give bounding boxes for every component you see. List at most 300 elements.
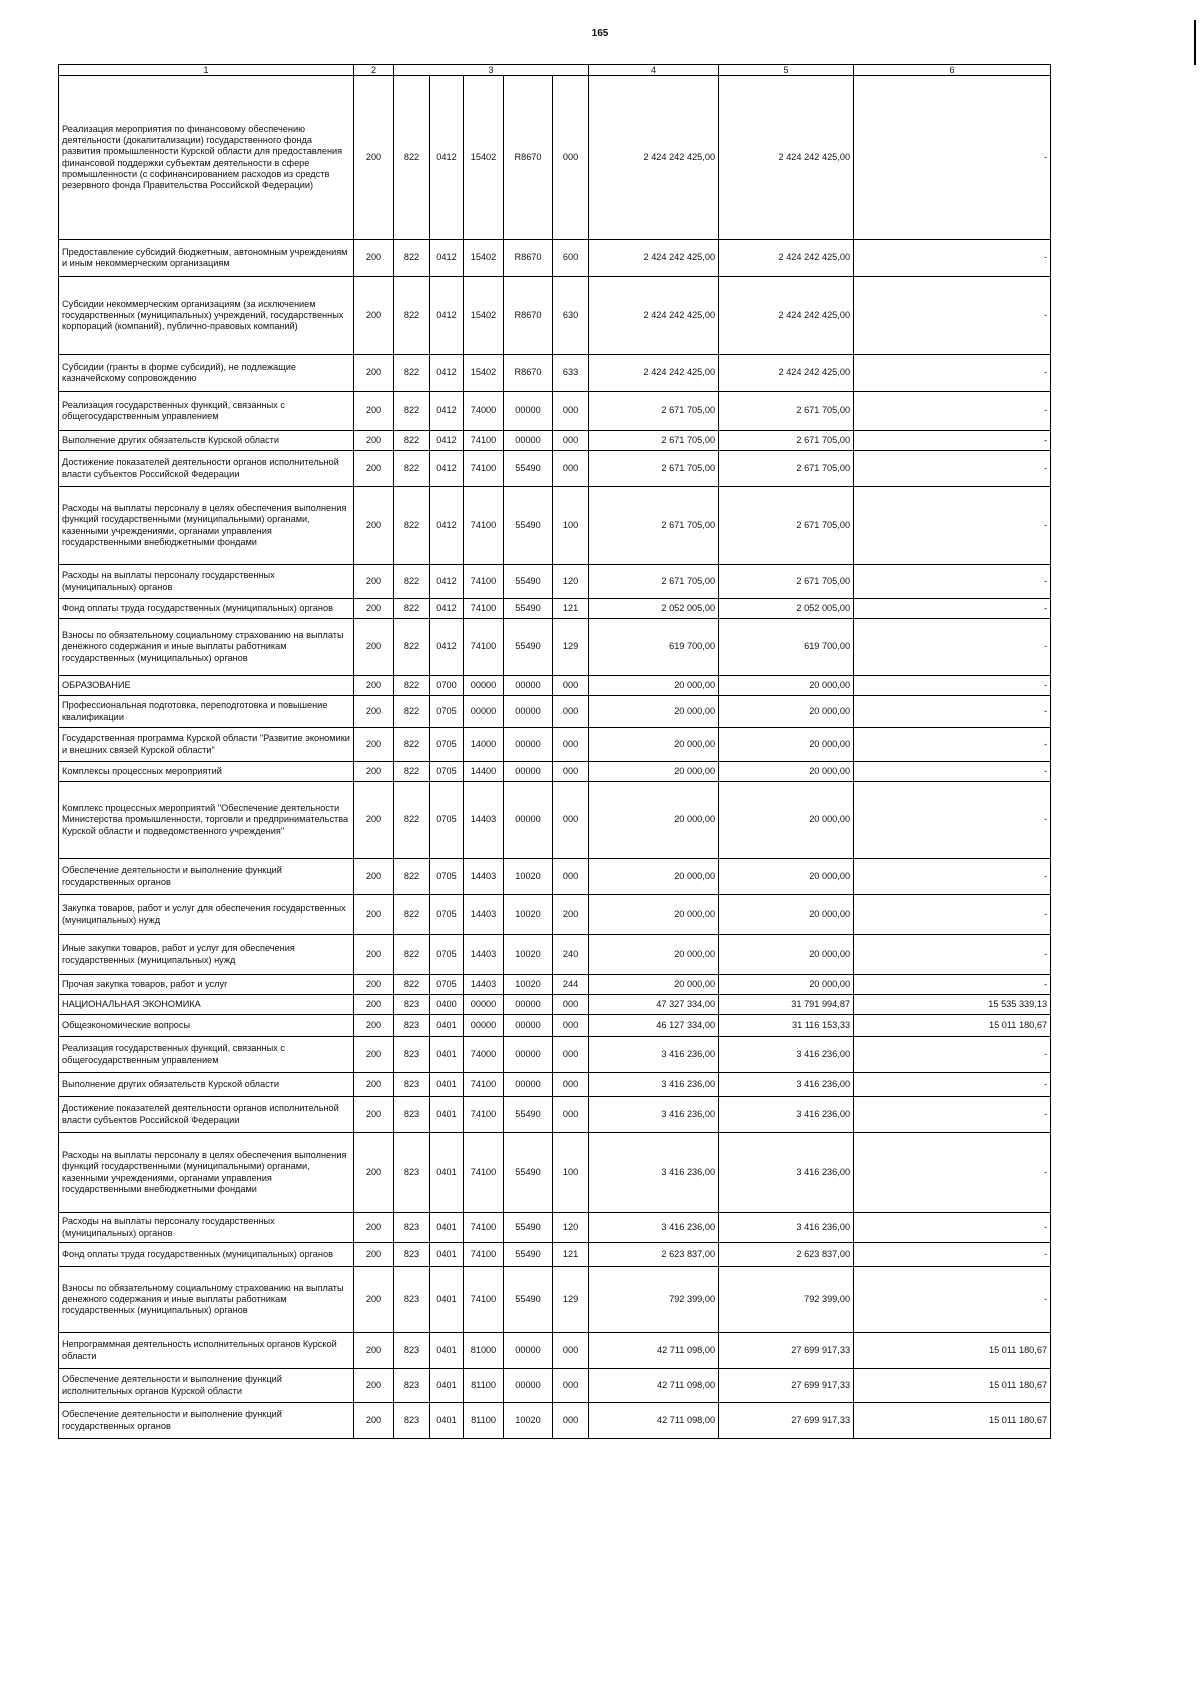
table-row — [59, 1333, 1051, 1369]
row-code-ministry: 823 — [394, 1243, 430, 1267]
row-code-direction: R8670 — [504, 240, 553, 277]
row-amount-col-4: 792 399,00 — [589, 1267, 719, 1333]
row-col-2: 200 — [354, 1097, 394, 1133]
row-amount-col-6: 15 011 180,67 — [854, 1369, 1051, 1403]
row-code-direction: 55490 — [504, 565, 553, 599]
row-code-section: 0705 — [430, 935, 464, 975]
row-amount-col-6: - — [854, 676, 1051, 696]
row-col-2: 200 — [354, 676, 394, 696]
row-code-section: 0705 — [430, 895, 464, 935]
row-amount-col-5: 3 416 236,00 — [719, 1097, 854, 1133]
row-code-direction: 00000 — [504, 1015, 553, 1037]
row-code-ministry: 822 — [394, 277, 430, 355]
row-code-type: 600 — [553, 240, 589, 277]
row-code-ministry: 822 — [394, 76, 430, 240]
row-amount-col-6: - — [854, 696, 1051, 728]
row-amount-col-4: 2 424 242 425,00 — [589, 76, 719, 240]
row-amount-col-5: 3 416 236,00 — [719, 1037, 854, 1073]
row-amount-col-6: - — [854, 431, 1051, 451]
row-amount-col-6: - — [854, 487, 1051, 565]
row-code-direction: 00000 — [504, 431, 553, 451]
row-code-section: 0705 — [430, 859, 464, 895]
row-code-program: 14403 — [464, 782, 504, 859]
table-row — [59, 1403, 1051, 1439]
row-code-type: 630 — [553, 277, 589, 355]
row-amount-col-4: 3 416 236,00 — [589, 1073, 719, 1097]
row-amount-col-5: 2 052 005,00 — [719, 599, 854, 619]
page-number: 165 — [591, 28, 609, 39]
row-code-direction: 55490 — [504, 619, 553, 676]
row-amount-col-6: - — [854, 1267, 1051, 1333]
row-code-program: 74100 — [464, 1267, 504, 1333]
row-amount-col-6: - — [854, 895, 1051, 935]
row-code-section: 0401 — [430, 1097, 464, 1133]
row-name: Обеспечение деятельности и выполнение функций государственных органов — [59, 859, 354, 895]
row-code-section: 0705 — [430, 762, 464, 782]
row-code-direction: 00000 — [504, 392, 553, 431]
row-amount-col-5: 20 000,00 — [719, 696, 854, 728]
row-name: Обеспечение деятельности и выполнение функций государственных органов — [59, 1403, 354, 1439]
row-code-section: 0401 — [430, 1369, 464, 1403]
row-code-type: 000 — [553, 431, 589, 451]
row-code-ministry: 822 — [394, 859, 430, 895]
row-amount-col-4: 20 000,00 — [589, 728, 719, 762]
row-code-section: 0412 — [430, 431, 464, 451]
row-code-ministry: 822 — [394, 762, 430, 782]
row-amount-col-5: 20 000,00 — [719, 676, 854, 696]
row-code-type: 000 — [553, 762, 589, 782]
row-amount-col-5: 31 116 153,33 — [719, 1015, 854, 1037]
row-code-section: 0705 — [430, 975, 464, 995]
row-code-direction: 55490 — [504, 1267, 553, 1333]
row-code-program: 74100 — [464, 619, 504, 676]
row-col-2: 200 — [354, 975, 394, 995]
row-code-section: 0401 — [430, 1037, 464, 1073]
row-code-direction: 55490 — [504, 1133, 553, 1213]
table-row — [59, 895, 1051, 935]
row-amount-col-4: 2 671 705,00 — [589, 487, 719, 565]
row-amount-col-6: 15 011 180,67 — [854, 1015, 1051, 1037]
row-code-direction: 55490 — [504, 599, 553, 619]
row-code-section: 0412 — [430, 599, 464, 619]
row-code-ministry: 822 — [394, 392, 430, 431]
row-col-2: 200 — [354, 240, 394, 277]
header-col-3: 3 — [394, 65, 589, 76]
row-amount-col-6: - — [854, 240, 1051, 277]
row-name: Взносы по обязательному социальному страхованию на выплаты денежного содержания и иные выплаты работникам государственных (муниципальных) органов — [59, 1267, 354, 1333]
row-code-ministry: 822 — [394, 619, 430, 676]
row-code-program: 74100 — [464, 1097, 504, 1133]
row-col-2: 200 — [354, 565, 394, 599]
row-col-2: 200 — [354, 599, 394, 619]
row-col-2: 200 — [354, 355, 394, 392]
row-name: Реализация государственных функций, связанных с общегосударственным управлением — [59, 1037, 354, 1073]
row-code-program: 74100 — [464, 487, 504, 565]
row-code-type: 000 — [553, 1015, 589, 1037]
row-name: Профессиональная подготовка, переподготовка и повышение квалификации — [59, 696, 354, 728]
row-code-direction: 10020 — [504, 859, 553, 895]
row-code-ministry: 822 — [394, 728, 430, 762]
row-code-program: 00000 — [464, 696, 504, 728]
row-amount-col-6: - — [854, 1037, 1051, 1073]
row-code-section: 0700 — [430, 676, 464, 696]
row-code-ministry: 822 — [394, 240, 430, 277]
table-row — [59, 935, 1051, 975]
row-col-2: 200 — [354, 859, 394, 895]
row-code-direction: 00000 — [504, 782, 553, 859]
row-code-type: 000 — [553, 782, 589, 859]
table-row — [59, 1133, 1051, 1213]
table-row — [59, 975, 1051, 995]
header-col-6: 6 — [854, 65, 1051, 76]
row-amount-col-4: 2 671 705,00 — [589, 451, 719, 487]
row-code-type: 000 — [553, 728, 589, 762]
row-col-2: 200 — [354, 1133, 394, 1213]
row-col-2: 200 — [354, 1403, 394, 1439]
row-code-ministry: 822 — [394, 355, 430, 392]
row-amount-col-4: 2 671 705,00 — [589, 565, 719, 599]
row-code-direction: R8670 — [504, 277, 553, 355]
row-col-2: 200 — [354, 1369, 394, 1403]
row-code-ministry: 822 — [394, 599, 430, 619]
row-col-2: 200 — [354, 1073, 394, 1097]
row-code-direction: 10020 — [504, 935, 553, 975]
table-row — [59, 1097, 1051, 1133]
row-code-type: 000 — [553, 1403, 589, 1439]
row-amount-col-4: 47 327 334,00 — [589, 995, 719, 1015]
row-name: Непрограммная деятельность исполнительных органов Курской области — [59, 1333, 354, 1369]
row-code-ministry: 823 — [394, 1369, 430, 1403]
row-code-section: 0401 — [430, 1403, 464, 1439]
row-name: Государственная программа Курской области "Развитие экономики и внешних связей Курской области" — [59, 728, 354, 762]
row-amount-col-6: - — [854, 762, 1051, 782]
row-name: Реализация мероприятия по финансовому обеспечению деятельности (докапитализации) государственного фонда развития промышленности Курской области для предоставления финансовой поддержки субъектам деятельности в сфере промышленности (с софинансированием расходов из средств резервного фонда Правительства Российской Федерации) — [59, 76, 354, 240]
row-code-direction: 10020 — [504, 895, 553, 935]
row-name: Обеспечение деятельности и выполнение функций исполнительных органов Курской области — [59, 1369, 354, 1403]
row-amount-col-4: 3 416 236,00 — [589, 1133, 719, 1213]
table-row — [59, 995, 1051, 1015]
row-code-program: 00000 — [464, 1015, 504, 1037]
table-row — [59, 1267, 1051, 1333]
row-code-type: 000 — [553, 451, 589, 487]
row-col-2: 200 — [354, 76, 394, 240]
row-amount-col-4: 42 711 098,00 — [589, 1333, 719, 1369]
row-amount-col-6: - — [854, 1213, 1051, 1243]
table-row — [59, 1243, 1051, 1267]
row-code-type: 633 — [553, 355, 589, 392]
row-code-program: 14403 — [464, 859, 504, 895]
row-code-program: 00000 — [464, 995, 504, 1015]
row-code-direction: R8670 — [504, 355, 553, 392]
row-amount-col-5: 2 623 837,00 — [719, 1243, 854, 1267]
row-code-ministry: 822 — [394, 431, 430, 451]
row-code-section: 0401 — [430, 1133, 464, 1213]
row-code-ministry: 822 — [394, 975, 430, 995]
row-code-ministry: 822 — [394, 782, 430, 859]
row-col-2: 200 — [354, 1213, 394, 1243]
row-name: Фонд оплаты труда государственных (муниципальных) органов — [59, 1243, 354, 1267]
row-code-program: 81100 — [464, 1403, 504, 1439]
row-code-direction: 10020 — [504, 975, 553, 995]
row-code-type: 000 — [553, 1097, 589, 1133]
row-code-section: 0412 — [430, 565, 464, 599]
row-col-2: 200 — [354, 1037, 394, 1073]
row-code-section: 0412 — [430, 392, 464, 431]
row-amount-col-6: - — [854, 1097, 1051, 1133]
row-amount-col-5: 2 424 242 425,00 — [719, 240, 854, 277]
row-amount-col-4: 20 000,00 — [589, 762, 719, 782]
row-code-section: 0412 — [430, 277, 464, 355]
row-amount-col-6: - — [854, 451, 1051, 487]
row-code-section: 0401 — [430, 1213, 464, 1243]
row-code-program: 15402 — [464, 355, 504, 392]
row-code-direction: 55490 — [504, 1243, 553, 1267]
row-name: Расходы на выплаты персоналу в целях обеспечения выполнения функций государственными (муниципальными) органами, казенными учреждениями, органами управления государственными внебюджетными фондами — [59, 487, 354, 565]
row-amount-col-4: 619 700,00 — [589, 619, 719, 676]
table-row — [59, 392, 1051, 431]
row-code-ministry: 822 — [394, 895, 430, 935]
row-amount-col-5: 2 671 705,00 — [719, 392, 854, 431]
table-row — [59, 619, 1051, 676]
table-row — [59, 1073, 1051, 1097]
row-amount-col-4: 3 416 236,00 — [589, 1213, 719, 1243]
table-row — [59, 565, 1051, 599]
row-amount-col-4: 2 424 242 425,00 — [589, 277, 719, 355]
row-amount-col-4: 20 000,00 — [589, 676, 719, 696]
row-code-direction: 00000 — [504, 728, 553, 762]
row-amount-col-5: 20 000,00 — [719, 895, 854, 935]
row-amount-col-4: 20 000,00 — [589, 782, 719, 859]
table-row — [59, 76, 1051, 240]
row-amount-col-5: 2 671 705,00 — [719, 451, 854, 487]
row-amount-col-4: 20 000,00 — [589, 895, 719, 935]
row-code-program: 00000 — [464, 676, 504, 696]
row-col-2: 200 — [354, 487, 394, 565]
row-code-type: 240 — [553, 935, 589, 975]
row-code-program: 74100 — [464, 1073, 504, 1097]
row-name: Расходы на выплаты персоналу государственных (муниципальных) органов — [59, 1213, 354, 1243]
row-amount-col-5: 31 791 994,87 — [719, 995, 854, 1015]
row-amount-col-6: - — [854, 935, 1051, 975]
header-col-4: 4 — [589, 65, 719, 76]
table-row — [59, 728, 1051, 762]
row-code-section: 0401 — [430, 1243, 464, 1267]
row-code-ministry: 822 — [394, 451, 430, 487]
row-name: НАЦИОНАЛЬНАЯ ЭКОНОМИКА — [59, 995, 354, 1015]
header-col-1: 1 — [59, 65, 354, 76]
row-code-section: 0705 — [430, 728, 464, 762]
row-amount-col-6: - — [854, 1133, 1051, 1213]
row-name: Комплекс процессных мероприятий "Обеспечение деятельности Министерства промышленности, торговли и предпринимательства Курской области и подведомственного учреждения" — [59, 782, 354, 859]
row-name: Субсидии (гранты в форме субсидий), не подлежащие казначейскому сопровождению — [59, 355, 354, 392]
row-amount-col-4: 42 711 098,00 — [589, 1403, 719, 1439]
row-amount-col-5: 2 424 242 425,00 — [719, 355, 854, 392]
row-code-direction: 55490 — [504, 1213, 553, 1243]
row-amount-col-6: - — [854, 1073, 1051, 1097]
row-name: Иные закупки товаров, работ и услуг для обеспечения государственных (муниципальных) нужд — [59, 935, 354, 975]
row-code-direction: 00000 — [504, 1369, 553, 1403]
row-amount-col-4: 2 671 705,00 — [589, 431, 719, 451]
row-code-ministry: 823 — [394, 1333, 430, 1369]
row-code-section: 0401 — [430, 1267, 464, 1333]
row-code-section: 0412 — [430, 355, 464, 392]
row-code-program: 15402 — [464, 277, 504, 355]
row-amount-col-4: 20 000,00 — [589, 935, 719, 975]
row-col-2: 200 — [354, 451, 394, 487]
row-amount-col-6: - — [854, 619, 1051, 676]
row-code-ministry: 822 — [394, 696, 430, 728]
table-row — [59, 859, 1051, 895]
row-code-direction: 00000 — [504, 1037, 553, 1073]
row-amount-col-5: 20 000,00 — [719, 782, 854, 859]
row-amount-col-4: 20 000,00 — [589, 859, 719, 895]
row-code-direction: 55490 — [504, 487, 553, 565]
row-code-ministry: 823 — [394, 1267, 430, 1333]
row-amount-col-6: - — [854, 277, 1051, 355]
table-row — [59, 1037, 1051, 1073]
row-name: Достижение показателей деятельности органов исполнительной власти субъектов Российской Федерации — [59, 1097, 354, 1133]
row-code-section: 0400 — [430, 995, 464, 1015]
row-code-type: 000 — [553, 1037, 589, 1073]
row-code-program: 14000 — [464, 728, 504, 762]
row-code-type: 129 — [553, 1267, 589, 1333]
row-code-ministry: 823 — [394, 1403, 430, 1439]
scan-edge-mark — [1194, 20, 1196, 65]
row-code-type: 121 — [553, 599, 589, 619]
row-code-program: 74000 — [464, 1037, 504, 1073]
row-amount-col-5: 3 416 236,00 — [719, 1133, 854, 1213]
row-code-ministry: 823 — [394, 1133, 430, 1213]
row-amount-col-5: 3 416 236,00 — [719, 1073, 854, 1097]
row-amount-col-6: - — [854, 975, 1051, 995]
row-amount-col-5: 27 699 917,33 — [719, 1369, 854, 1403]
row-code-program: 14403 — [464, 975, 504, 995]
row-amount-col-5: 27 699 917,33 — [719, 1333, 854, 1369]
row-col-2: 200 — [354, 782, 394, 859]
row-code-direction: R8670 — [504, 76, 553, 240]
row-amount-col-5: 20 000,00 — [719, 975, 854, 995]
row-code-section: 0401 — [430, 1073, 464, 1097]
row-code-direction: 00000 — [504, 1333, 553, 1369]
row-amount-col-4: 2 052 005,00 — [589, 599, 719, 619]
row-code-direction: 55490 — [504, 1097, 553, 1133]
row-code-direction: 00000 — [504, 762, 553, 782]
row-amount-col-4: 2 424 242 425,00 — [589, 240, 719, 277]
header-col-2: 2 — [354, 65, 394, 76]
row-name: Расходы на выплаты персоналу государственных (муниципальных) органов — [59, 565, 354, 599]
row-code-ministry: 823 — [394, 995, 430, 1015]
row-amount-col-6: - — [854, 1243, 1051, 1267]
row-amount-col-6: - — [854, 355, 1051, 392]
row-code-type: 000 — [553, 859, 589, 895]
row-code-section: 0401 — [430, 1333, 464, 1369]
row-amount-col-4: 2 424 242 425,00 — [589, 355, 719, 392]
row-code-section: 0412 — [430, 451, 464, 487]
row-amount-col-5: 2 671 705,00 — [719, 487, 854, 565]
row-amount-col-6: - — [854, 392, 1051, 431]
row-amount-col-4: 42 711 098,00 — [589, 1369, 719, 1403]
row-amount-col-6: 15 535 339,13 — [854, 995, 1051, 1015]
row-code-section: 0705 — [430, 696, 464, 728]
row-amount-col-4: 2 671 705,00 — [589, 392, 719, 431]
row-code-type: 000 — [553, 995, 589, 1015]
row-code-direction: 00000 — [504, 676, 553, 696]
row-amount-col-5: 792 399,00 — [719, 1267, 854, 1333]
table-row — [59, 696, 1051, 728]
row-col-2: 200 — [354, 1333, 394, 1369]
row-amount-col-5: 20 000,00 — [719, 935, 854, 975]
row-col-2: 200 — [354, 1015, 394, 1037]
row-code-direction: 00000 — [504, 995, 553, 1015]
row-amount-col-5: 27 699 917,33 — [719, 1403, 854, 1439]
table-row — [59, 431, 1051, 451]
row-code-ministry: 822 — [394, 565, 430, 599]
row-code-ministry: 822 — [394, 487, 430, 565]
table-row — [59, 487, 1051, 565]
row-code-ministry: 823 — [394, 1213, 430, 1243]
row-code-type: 120 — [553, 565, 589, 599]
row-code-type: 120 — [553, 1213, 589, 1243]
table-row — [59, 1369, 1051, 1403]
row-amount-col-4: 46 127 334,00 — [589, 1015, 719, 1037]
row-col-2: 200 — [354, 728, 394, 762]
row-code-program: 74000 — [464, 392, 504, 431]
row-code-program: 15402 — [464, 240, 504, 277]
row-code-program: 81100 — [464, 1369, 504, 1403]
row-code-program: 14403 — [464, 935, 504, 975]
row-col-2: 200 — [354, 1267, 394, 1333]
row-code-program: 74100 — [464, 451, 504, 487]
row-name: Субсидии некоммерческим организациям (за исключением государственных (муниципальных) учреждений, государственных корпораций (компаний), публично-правовых компаний) — [59, 277, 354, 355]
row-code-ministry: 822 — [394, 935, 430, 975]
row-amount-col-6: - — [854, 728, 1051, 762]
budget-table — [58, 64, 1051, 1439]
row-code-ministry: 823 — [394, 1073, 430, 1097]
header-col-5: 5 — [719, 65, 854, 76]
table-row — [59, 240, 1051, 277]
row-name: ОБРАЗОВАНИЕ — [59, 676, 354, 696]
row-code-type: 000 — [553, 76, 589, 240]
row-code-direction: 55490 — [504, 451, 553, 487]
row-col-2: 200 — [354, 895, 394, 935]
row-name: Реализация государственных функций, связанных с общегосударственным управлением — [59, 392, 354, 431]
row-code-program: 14400 — [464, 762, 504, 782]
row-col-2: 200 — [354, 431, 394, 451]
row-amount-col-5: 2 671 705,00 — [719, 431, 854, 451]
table-row — [59, 1015, 1051, 1037]
row-amount-col-6: 15 011 180,67 — [854, 1403, 1051, 1439]
row-amount-col-5: 20 000,00 — [719, 728, 854, 762]
row-name: Комплексы процессных мероприятий — [59, 762, 354, 782]
row-col-2: 200 — [354, 1243, 394, 1267]
row-amount-col-4: 3 416 236,00 — [589, 1097, 719, 1133]
row-name: Выполнение других обязательств Курской области — [59, 1073, 354, 1097]
row-code-type: 000 — [553, 392, 589, 431]
row-col-2: 200 — [354, 277, 394, 355]
table-row — [59, 451, 1051, 487]
row-code-program: 74100 — [464, 565, 504, 599]
row-col-2: 200 — [354, 762, 394, 782]
table-row — [59, 355, 1051, 392]
table-row — [59, 1213, 1051, 1243]
row-amount-col-5: 20 000,00 — [719, 762, 854, 782]
row-amount-col-6: - — [854, 565, 1051, 599]
row-code-ministry: 823 — [394, 1097, 430, 1133]
row-code-program: 74100 — [464, 1213, 504, 1243]
table-body — [59, 76, 1051, 1439]
row-code-program: 74100 — [464, 599, 504, 619]
row-col-2: 200 — [354, 995, 394, 1015]
